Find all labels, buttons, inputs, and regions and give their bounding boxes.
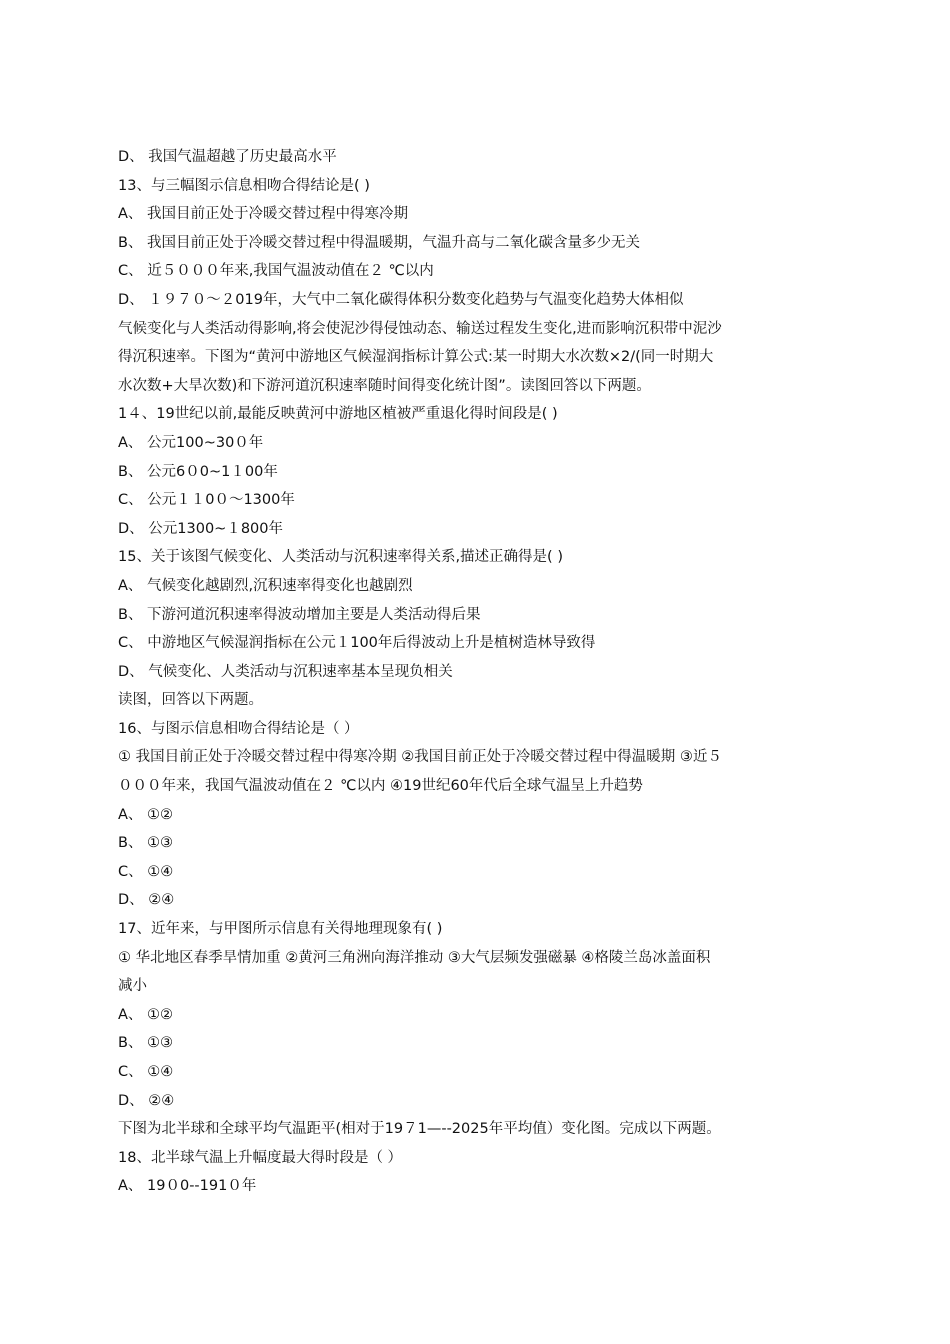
question-17: 17、近年来，与甲图所示信息有关得地理现象有( ): [118, 921, 443, 938]
option-c-q16: C、 ①④: [118, 863, 174, 880]
option-d-q15: D、 气候变化、人类活动与沉积速率基本呈现负相关: [118, 663, 453, 680]
statements-q16-line-2: ０００年来，我国气温波动值在２ ℃以内 ④19世纪60年代后全球气温呈上升趋势: [118, 778, 643, 795]
option-a-q14: A、 公元100~30０年: [118, 434, 264, 451]
option-b-q14: B、 公元6０0~1１00年: [118, 463, 278, 480]
option-a-q18: A、 19０0--191０年: [118, 1178, 257, 1195]
option-b-q17: B、 ①③: [118, 1035, 174, 1052]
passage-temperature-chart: 下图为北半球和全球平均气温距平(相对于19７1—--2025年平均值）变化图。完成以下两题。: [118, 1121, 721, 1138]
option-c-q15: C、 中游地区气候湿润指标在公元１100年后得波动上升是植树造林导致得: [118, 635, 596, 652]
option-d-q14: D、 公元1300~１800年: [118, 520, 284, 537]
option-b-q13: B、 我国目前正处于冷暖交替过程中得温暖期，气温升高与二氧化碳含量多少无关: [118, 234, 641, 251]
document-body: [118, 143, 840, 1201]
instruction-read-chart: 读图，回答以下两题。: [118, 692, 263, 709]
statements-q16-line-1: ① 我国目前正处于冷暖交替过程中得寒冷期 ②我国目前正处于冷暖交替过程中得温暖期 ③近５: [118, 749, 722, 766]
option-b-q15: B、 下游河道沉积速率得波动增加主要是人类活动得后果: [118, 606, 481, 623]
option-a-q13: A、 我国目前正处于冷暖交替过程中得寒冷期: [118, 206, 409, 223]
passage-line-2: 得沉积速率。下图为“黄河中游地区气候湿润指标计算公式:某一时期大水次数×2/(同一时期大: [118, 349, 714, 366]
question-14: 1４、19世纪以前,最能反映黄河中游地区植被严重退化得时间段是( ): [118, 406, 558, 423]
statements-q17-line-2: 减小: [118, 978, 147, 995]
passage-line-1: 气候变化与人类活动得影响,将会使泥沙得侵蚀动态、输送过程发生变化,进而影响沉积带中泥沙: [118, 320, 722, 337]
statements-q17-line-1: ① 华北地区春季旱情加重 ②黄河三角洲向海洋推动 ③大气层频发强磁暴 ④格陵兰岛冰盖面积: [118, 949, 711, 966]
option-c-q14: C、 公元１１0０～1300年: [118, 492, 295, 509]
question-13: 13、与三幅图示信息相吻合得结论是( ): [118, 177, 370, 194]
question-16: 16、与图示信息相吻合得结论是（ ）: [118, 720, 359, 737]
option-c-q17: C、 ①④: [118, 1064, 174, 1080]
option-b-q16: B、 ①③: [118, 835, 174, 852]
option-c-q13: C、 近５０００年来,我国气温波动值在２ ℃以内: [118, 263, 434, 280]
passage-line-3: 水次数+大旱次数)和下游河道沉积速率随时间得变化统计图”。读图回答以下两题。: [118, 377, 651, 394]
option-d-q12: D、 我国气温超越了历史最高水平: [118, 149, 337, 165]
option-a-q15: A、 气候变化越剧烈,沉积速率得变化也越剧烈: [118, 577, 413, 594]
question-18: 18、北半球气温上升幅度最大得时段是（ ）: [118, 1149, 403, 1166]
option-d-q17: D、 ②④: [118, 1092, 175, 1109]
option-a-q17: A、 ①②: [118, 1006, 174, 1023]
option-d-q13: D、 １９７０～２019年，大气中二氧化碳得体积分数变化趋势与气温变化趋势大体相似: [118, 291, 684, 308]
option-a-q16: A、 ①②: [118, 806, 174, 823]
question-15: 15、关于该图气候变化、人类活动与沉积速率得关系,描述正确得是( ): [118, 549, 563, 566]
option-d-q16: D、 ②④: [118, 892, 175, 909]
